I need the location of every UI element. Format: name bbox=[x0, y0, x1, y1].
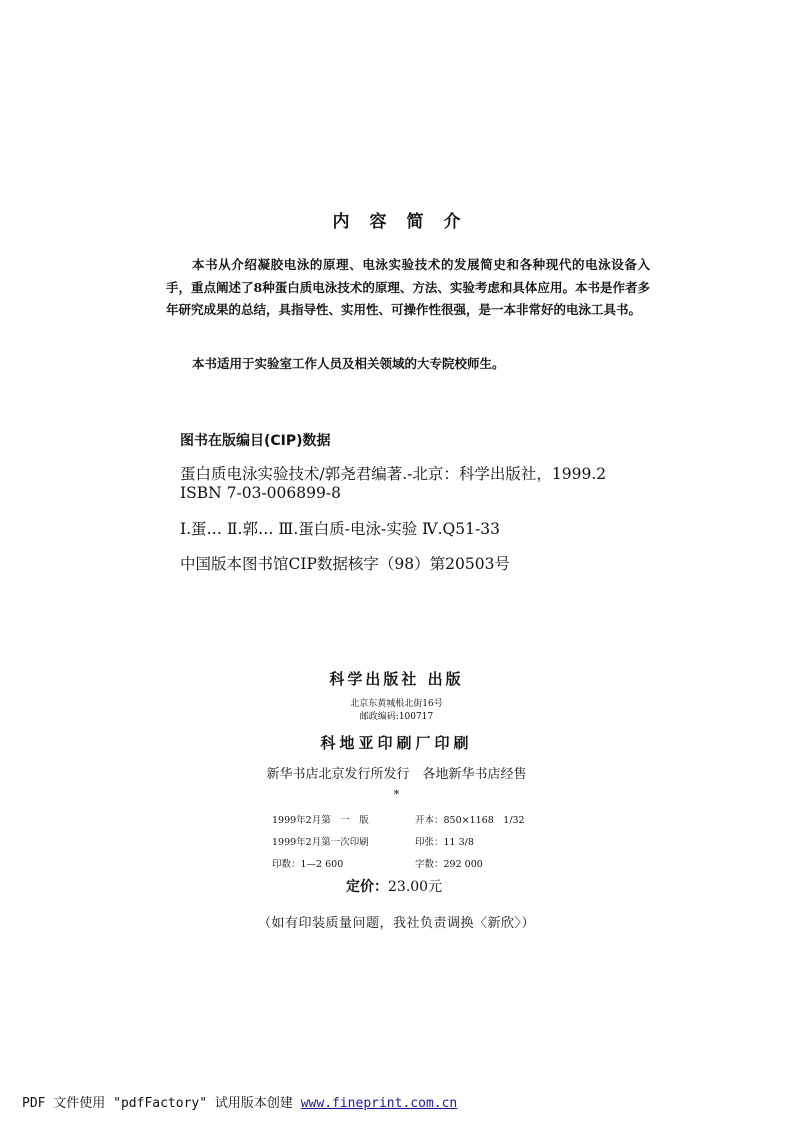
footer-link[interactable]: www.fineprint.com.cn bbox=[300, 1096, 458, 1111]
cip-record-line: 中国版本图书馆CIP数据核字（98）第20503号 bbox=[180, 555, 510, 573]
book-format: 开本：850×1168 1/32 bbox=[415, 815, 525, 826]
printed-sheets: 印张：11 3/8 bbox=[415, 837, 474, 848]
summary-paragraph-1: 本书从介绍凝胶电泳的原理、电泳实验技术的发展简史和各种现代的电泳设备入手，重点阐述了8种蛋白质电泳技术的原理、方法、实验考虑和具体应用。本书是作者多年研究成果的总结，具指导性、实用性、可操作性很强，是一本非常好的电泳工具书。 bbox=[166, 257, 650, 317]
summary-paragraph-2: 本书适用于实验室工作人员及相关领域的大专院校师生。 bbox=[192, 356, 505, 371]
footer-text: PDF 文件使用 "pdfFactory" 试用版本创建 bbox=[22, 1096, 301, 1111]
pdf-footer bbox=[22, 1092, 457, 1111]
price-value: 23.00元 bbox=[388, 879, 443, 895]
separator-star: * bbox=[393, 788, 400, 801]
price-label: 定价： bbox=[346, 879, 388, 895]
first-printing: 1999年2月第一次印刷 bbox=[272, 837, 369, 848]
word-count: 字数：292 000 bbox=[415, 859, 483, 870]
price bbox=[346, 876, 442, 896]
cip-heading: 图书在版编目(CIP)数据 bbox=[180, 433, 331, 449]
first-edition: 1999年2月第 一 版 bbox=[272, 815, 369, 826]
printer-name: 科地亚印刷厂印刷 bbox=[320, 734, 473, 752]
summary-title: 内容简介 bbox=[332, 212, 481, 232]
publisher-address: 北京东黄城根北街16号 bbox=[350, 699, 443, 709]
print-run: 印数：1—2 600 bbox=[272, 859, 344, 870]
cip-isbn-line: ISBN 7-03-006899-8 bbox=[180, 484, 341, 502]
publisher-name: 科学出版社 出版 bbox=[329, 670, 464, 688]
cip-title-line: 蛋白质电泳实验技术/郭尧君编著.-北京：科学出版社，1999.2 bbox=[180, 465, 607, 483]
quality-notice: （如有印装质量问题，我社负责调换〈新欣〉） bbox=[257, 916, 535, 931]
cip-subject-line: Ⅰ.蛋… Ⅱ.郭… Ⅲ.蛋白质-电泳-实验 Ⅳ.Q51-33 bbox=[180, 520, 500, 538]
publisher-postcode: 邮政编码:100717 bbox=[359, 712, 434, 722]
distribution-line: 新华书店北京发行所发行 各地新华书店经售 bbox=[266, 767, 527, 782]
